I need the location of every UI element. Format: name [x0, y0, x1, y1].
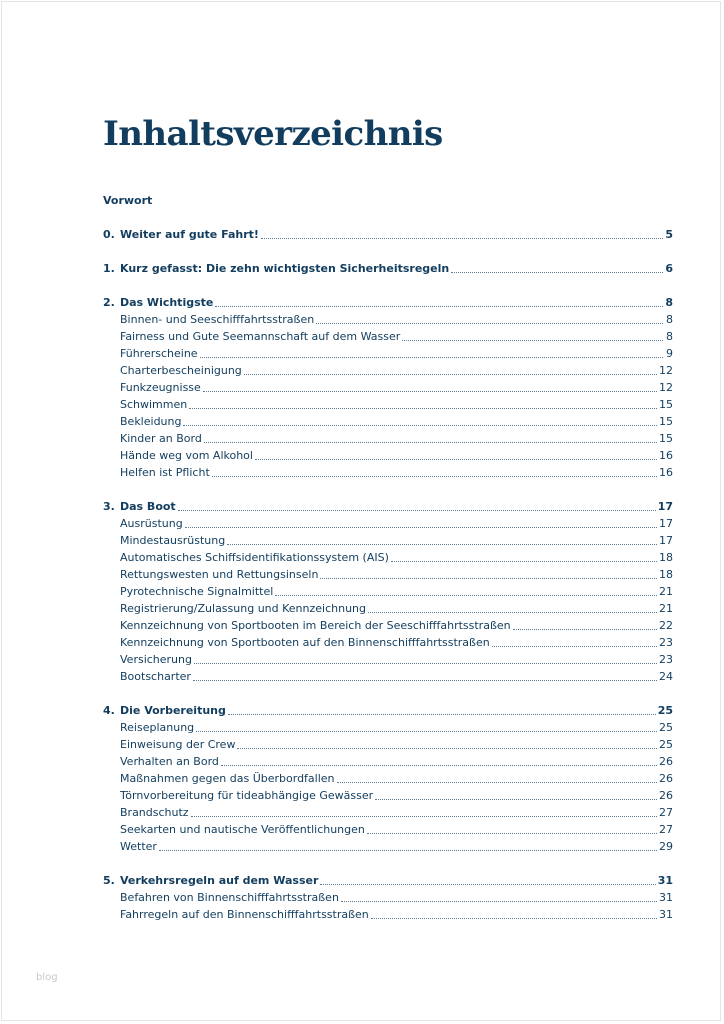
dot-leader — [492, 646, 657, 647]
toc-subentry[interactable] — [103, 447, 673, 464]
section-number: 0. — [103, 228, 115, 241]
entry-title: Verkehrsregeln auf dem Wasser — [120, 874, 319, 887]
page-number: 21 — [659, 602, 673, 615]
section-number: 5. — [103, 874, 115, 887]
dot-leader — [183, 425, 657, 426]
page-number: 18 — [659, 551, 673, 564]
entry-title: Rettungswesten und Rettungsinseln — [120, 568, 319, 581]
foreword-label: Vorwort — [103, 194, 153, 207]
page-number: 31 — [657, 874, 673, 887]
toc-section-entry[interactable] — [103, 498, 673, 515]
entry-title: Hände weg vom Alkohol — [120, 449, 253, 462]
page-number: 25 — [659, 738, 673, 751]
dot-leader — [255, 459, 657, 460]
toc-subentry[interactable] — [103, 345, 673, 362]
toc-subentry[interactable] — [103, 889, 673, 906]
dot-leader — [189, 408, 657, 409]
dot-leader — [367, 833, 657, 834]
watermark: blog — [36, 972, 58, 983]
toc-subentry[interactable] — [103, 668, 673, 685]
entry-title: Bekleidung — [120, 415, 182, 428]
entry-title: Registrierung/Zulassung und Kennzeichnung — [120, 602, 367, 615]
page-number: 27 — [659, 823, 673, 836]
toc-subentry[interactable] — [103, 719, 673, 736]
entry-title: Automatisches Schiffsidentifikationssystem (AIS) — [120, 551, 389, 564]
toc-subentry[interactable] — [103, 515, 673, 532]
entry-title: Charterbescheinigung — [120, 364, 242, 377]
toc-subentry[interactable] — [103, 804, 673, 821]
entry-title: Wetter — [120, 840, 157, 853]
page-number: 8 — [666, 330, 673, 343]
dot-leader — [178, 510, 656, 511]
toc-subentry[interactable] — [103, 906, 673, 923]
page-number: 18 — [659, 568, 673, 581]
dot-leader — [513, 629, 657, 630]
toc-subentry[interactable] — [103, 736, 673, 753]
toc-subentry[interactable] — [103, 413, 673, 430]
dot-leader — [391, 561, 657, 562]
toc-subentry[interactable] — [103, 651, 673, 668]
entry-title: Verhalten an Bord — [120, 755, 219, 768]
entry-title: Das Boot — [120, 500, 176, 513]
entry-title: Weiter auf gute Fahrt! — [120, 228, 259, 241]
page-number: 31 — [659, 908, 673, 921]
entry-title: Fairness und Gute Seemannschaft auf dem Wasser — [120, 330, 401, 343]
page-number: 26 — [659, 772, 673, 785]
dot-leader — [215, 306, 663, 307]
toc-subentry[interactable] — [103, 328, 673, 345]
dot-leader — [237, 748, 657, 749]
table-of-contents — [103, 192, 673, 923]
toc-subentry[interactable] — [103, 821, 673, 838]
section-gap — [103, 277, 673, 294]
toc-section-entry[interactable] — [103, 260, 673, 277]
toc-subentry[interactable] — [103, 549, 673, 566]
toc-section-entry[interactable] — [103, 872, 673, 889]
dot-leader — [402, 340, 663, 341]
page-number: 16 — [659, 466, 673, 479]
toc-subentry[interactable] — [103, 379, 673, 396]
section-gap — [103, 209, 673, 226]
toc-subentry[interactable] — [103, 600, 673, 617]
toc-subentry[interactable] — [103, 532, 673, 549]
dot-leader — [320, 578, 657, 579]
page-number: 21 — [659, 585, 673, 598]
page-number: 8 — [666, 313, 673, 326]
page-number: 22 — [659, 619, 673, 632]
dot-leader — [228, 714, 656, 715]
toc-subentry[interactable] — [103, 566, 673, 583]
dot-leader — [204, 442, 657, 443]
dot-leader — [316, 323, 663, 324]
page-number: 15 — [659, 398, 673, 411]
dot-leader — [368, 612, 657, 613]
page-number: 15 — [659, 415, 673, 428]
entry-title: Helfen ist Pflicht — [120, 466, 210, 479]
page-number: 6 — [665, 262, 673, 275]
entry-title: Ausrüstung — [120, 517, 183, 530]
entry-title: Reiseplanung — [120, 721, 195, 734]
toc-subentry[interactable] — [103, 787, 673, 804]
dot-leader — [193, 680, 657, 681]
dot-leader — [200, 357, 663, 358]
dot-leader — [451, 272, 663, 273]
dot-leader — [341, 901, 657, 902]
dot-leader — [159, 850, 657, 851]
toc-subentry[interactable] — [103, 617, 673, 634]
section-gap — [103, 855, 673, 872]
toc-subentry[interactable] — [103, 362, 673, 379]
dot-leader — [320, 884, 655, 885]
page-number: 15 — [659, 432, 673, 445]
entry-title: Versicherung — [120, 653, 192, 666]
page-number: 31 — [659, 891, 673, 904]
page-number: 16 — [659, 449, 673, 462]
entry-title: Bootscharter — [120, 670, 191, 683]
entry-title: Fahrregeln auf den Binnenschifffahrtsstraßen — [120, 908, 369, 921]
entry-title: Kennzeichnung von Sportbooten im Bereich der Seeschifffahrtsstraßen — [120, 619, 511, 632]
entry-title: Seekarten und nautische Veröffentlichungen — [120, 823, 365, 836]
dot-leader — [196, 731, 657, 732]
entry-title: Schwimmen — [120, 398, 188, 411]
dot-leader — [194, 663, 657, 664]
entry-title: Brandschutz — [120, 806, 189, 819]
dot-leader — [375, 799, 657, 800]
entry-title: Das Wichtigste — [120, 296, 214, 309]
page-number: 17 — [657, 500, 673, 513]
dot-leader — [191, 816, 657, 817]
dot-leader — [261, 238, 663, 239]
page-number: 27 — [659, 806, 673, 819]
page-number: 5 — [665, 228, 673, 241]
toc-subentry[interactable] — [103, 311, 673, 328]
toc-section-entry[interactable] — [103, 226, 673, 243]
toc-subentry[interactable] — [103, 430, 673, 447]
dot-leader — [221, 765, 657, 766]
page-number: 17 — [659, 534, 673, 547]
entry-title: Kurz gefasst: Die zehn wichtigsten Sicherheitsregeln — [120, 262, 450, 275]
section-number: 3. — [103, 500, 115, 513]
entry-title: Befahren von Binnenschifffahrtsstraßen — [120, 891, 339, 904]
toc-section-entry[interactable] — [103, 294, 673, 311]
entry-title: Törnvorbereitung für tideabhängige Gewässer — [120, 789, 374, 802]
entry-title: Kennzeichnung von Sportbooten auf den Binnenschifffahrtsstraßen — [120, 636, 490, 649]
toc-subentry[interactable] — [103, 634, 673, 651]
entry-title: Binnen- und Seeschifffahrtsstraßen — [120, 313, 315, 326]
dot-leader — [203, 391, 657, 392]
page-number: 23 — [659, 636, 673, 649]
page-number: 26 — [659, 755, 673, 768]
section-gap — [103, 685, 673, 702]
entry-title: Kinder an Bord — [120, 432, 202, 445]
page-number: 12 — [659, 364, 673, 377]
page-title: Inhaltsverzeichnis — [103, 114, 443, 154]
toc-subentry[interactable] — [103, 583, 673, 600]
entry-title: Führerscheine — [120, 347, 198, 360]
toc-subentry[interactable] — [103, 396, 673, 413]
entry-title: Die Vorbereitung — [120, 704, 226, 717]
section-number: 4. — [103, 704, 115, 717]
page-number: 9 — [666, 347, 673, 360]
section-gap — [103, 243, 673, 260]
page-number: 25 — [659, 721, 673, 734]
page-number: 17 — [659, 517, 673, 530]
dot-leader — [227, 544, 657, 545]
dot-leader — [337, 782, 657, 783]
page-number: 25 — [657, 704, 673, 717]
entry-title: Funkzeugnisse — [120, 381, 201, 394]
entry-title: Mindestausrüstung — [120, 534, 226, 547]
dot-leader — [244, 374, 657, 375]
page-number: 8 — [665, 296, 673, 309]
toc-subentry[interactable] — [103, 838, 673, 855]
section-gap — [103, 481, 673, 498]
toc-subentry[interactable] — [103, 464, 673, 481]
dot-leader — [371, 918, 657, 919]
page-number: 24 — [659, 670, 673, 683]
toc-subentry[interactable] — [103, 770, 673, 787]
page-number: 29 — [659, 840, 673, 853]
page-number: 23 — [659, 653, 673, 666]
section-number: 1. — [103, 262, 115, 275]
toc-section-entry[interactable] — [103, 702, 673, 719]
dot-leader — [275, 595, 657, 596]
entry-title: Einweisung der Crew — [120, 738, 236, 751]
dot-leader — [212, 476, 657, 477]
toc-subentry[interactable] — [103, 753, 673, 770]
page-number: 12 — [659, 381, 673, 394]
section-number: 2. — [103, 296, 115, 309]
entry-title: Pyrotechnische Signalmittel — [120, 585, 274, 598]
entry-title: Maßnahmen gegen das Überbordfallen — [120, 772, 335, 785]
dot-leader — [185, 527, 657, 528]
page-number: 26 — [659, 789, 673, 802]
